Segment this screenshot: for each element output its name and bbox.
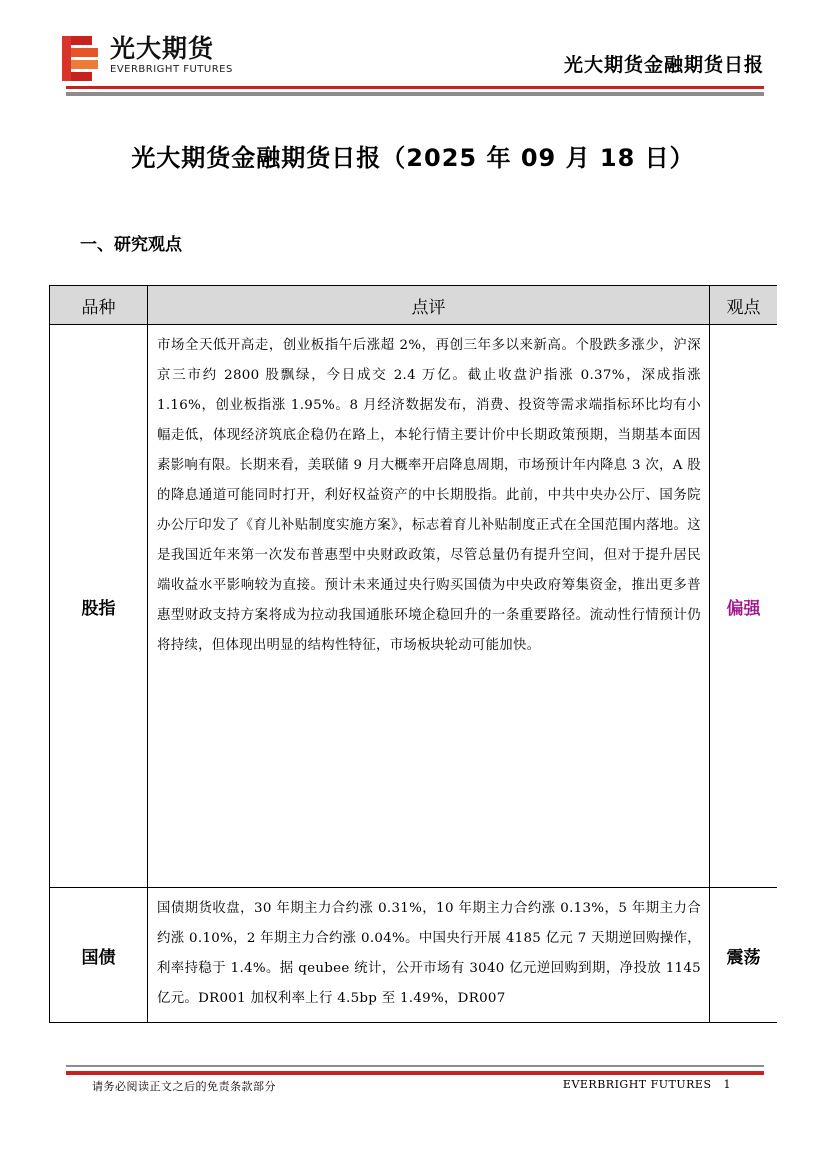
everbright-logo-icon	[62, 36, 102, 82]
column-header-view: 观点	[710, 286, 778, 325]
header-title: 光大期货金融期货日报	[563, 54, 764, 76]
table-row	[50, 888, 778, 1023]
footer-disclaimer: 请务必阅读正文之后的免责条款部分	[92, 1080, 276, 1093]
table-header-row	[50, 286, 778, 325]
table-row	[50, 325, 778, 888]
research-table	[49, 285, 777, 1023]
footer-brand-page	[563, 1078, 731, 1091]
logo-chinese-name: 光大期货	[110, 34, 215, 63]
section-heading: 一、研究观点	[80, 235, 182, 255]
footer-rule-red	[66, 1071, 764, 1075]
comment-cell: 市场全天低开高走，创业板指午后涨超 2%，再创三年多以来新高。个股跌多涨少，沪深京三市约 2800 股飘绿，今日成交 2.4 万亿。截止收盘沪指涨 0.37%，深成指涨 1.16%，创业板指涨 1.95%。8 月经济数据发布，消费、投资等需求端指标环比均有小幅走低，体现经济筑底企稳仍在路上，本轮行情主要计价中长期政策预期，当期基本面因素影响有限。长期来看，美联储 9 月大概率开启降息周期，市场预计年内降息 3 次，A 股的降息通道可能同时打开，利好权益资产的中长期股指。此前，中共中央办公厅、国务院办公厅印发了《育儿补贴制度实施方案》，标志着育儿补贴制度正式在全国范围内落地。这是我国近年来第一次发布普惠型中央财政政策，尽管总量仍有提升空间，但对于提升居民端收益水平影响较为直接。预计未来通过央行购买国债为中央政府筹集资金，推出更多普惠型财政支持方案将成为拉动我国通胀环境企稳回升的一条重要路径。流动性行情预计仍将持续，但体现出明显的结构性特征，市场板块轮动可能加快。	[148, 325, 710, 888]
variety-cell: 国债	[50, 888, 148, 1023]
footer-brand: EVERBRIGHT FUTURES	[562, 1078, 712, 1091]
header-rule-gray	[66, 92, 764, 96]
footer-rule-gray	[66, 1065, 764, 1067]
header-rule-red	[66, 86, 764, 89]
logo-text	[110, 34, 233, 76]
research-table-container	[49, 285, 777, 1071]
comment-cell: 国债期货收盘，30 年期主力合约涨 0.31%，10 年期主力合约涨 0.13%，5 年期主力合约涨 0.10%，2 年期主力合约涨 0.04%。中国央行开展 4185 亿元 7 天期逆回购操作，利率持稳于 1.4%。据 qeubee 统计，公开市场有 3040 亿元逆回购到期，净投放 1145 亿元。DR001 加权利率上行 4.5bp 至 1.49%，DR007	[148, 888, 710, 1023]
column-header-comment: 点评	[148, 286, 710, 325]
view-cell: 震荡	[710, 888, 778, 1023]
view-cell: 偏强	[710, 325, 778, 888]
column-header-variety: 品种	[50, 286, 148, 325]
page-header	[0, 0, 826, 100]
variety-cell: 股指	[50, 325, 148, 888]
page-number: 1	[723, 1078, 731, 1091]
document-title: 光大期货金融期货日报（2025 年 09 月 18 日）	[131, 144, 695, 172]
logo-english-name: EVERBRIGHT FUTURES	[110, 64, 233, 75]
